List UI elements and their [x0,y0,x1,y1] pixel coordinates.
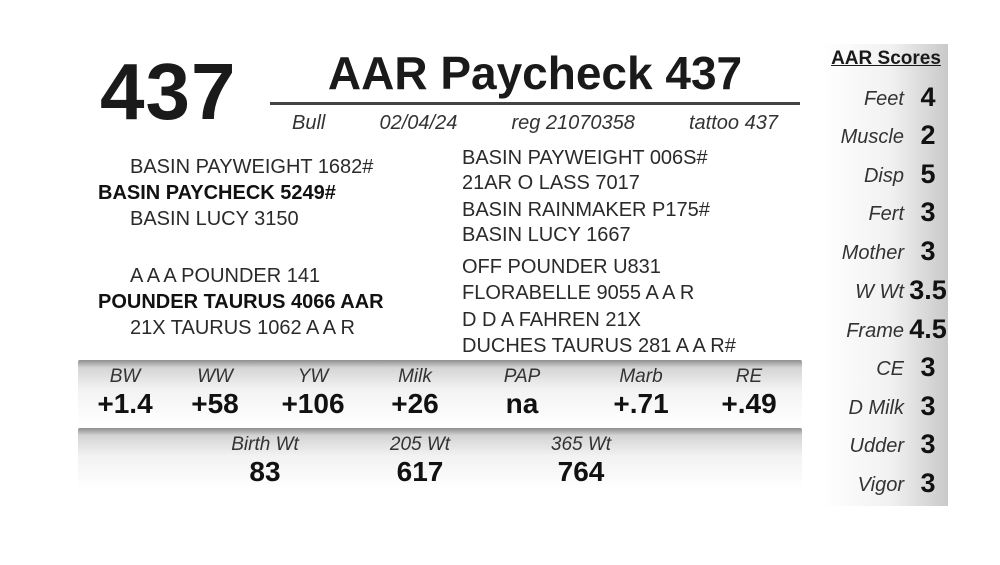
score-value: 3.5 [909,275,947,305]
score-row [822,429,948,465]
sire-sire-sire: BASIN PAYWEIGHT 006S# [462,147,708,169]
epd-label: YW [297,366,329,387]
weight-205 [370,434,470,488]
animal-name: AAR Paycheck 437 [327,47,743,99]
score-value: 3 [920,197,936,227]
score-label: Mother [841,242,904,264]
epd-ww [165,366,265,420]
score-label: W Wt [855,281,904,303]
score-value: 4 [920,82,936,112]
epd-bw [75,366,175,420]
sire: BASIN PAYCHECK 5249# [98,182,336,204]
registration-number: reg 21070358 [511,112,635,134]
weight-365 [531,434,631,488]
tattoo: tattoo 437 [689,112,778,134]
score-value: 2 [920,120,936,150]
dam-sire-dam: FLORABELLE 9055 A A R [462,282,695,304]
score-value: 3 [920,429,936,459]
epd-yw [263,366,363,420]
sire-dam: BASIN LUCY 3150 [130,208,299,230]
epd-value: +106 [281,388,345,419]
score-label: Muscle [840,126,904,148]
epd-pap [472,366,572,420]
epd-value: +.71 [613,388,669,419]
weights-panel [78,428,802,490]
weight-label: 205 Wt [389,434,451,455]
score-value: 3 [920,468,936,498]
sire-sire: BASIN PAYWEIGHT 1682# [130,156,374,178]
weight-value: 764 [557,456,605,487]
epd-label: BW [109,366,141,387]
score-value: 5 [920,159,936,189]
score-row [822,82,948,118]
weight-birth [215,434,315,488]
epd-value: +58 [191,388,239,419]
dam: POUNDER TAURUS 4066 AAR [98,291,384,313]
epd-value: na [505,388,539,419]
score-value: 3 [920,391,936,421]
epd-value: +1.4 [97,388,153,419]
score-label: Fert [868,203,904,225]
score-label: Udder [849,435,904,457]
score-row [822,314,948,350]
score-row [822,352,948,388]
score-row [822,159,948,195]
score-label: Feet [863,88,904,110]
sex: Bull [292,112,326,134]
sire-dam-sire: BASIN RAINMAKER P175# [462,199,710,221]
weight-value: 617 [396,456,444,487]
dam-sire-sire: OFF POUNDER U831 [462,256,661,278]
weight-value: 83 [249,456,281,487]
score-label: Frame [846,320,904,342]
score-row [822,391,948,427]
score-value: 4.5 [909,314,947,344]
dam-dam-dam: DUCHES TAURUS 281 A A R# [462,335,736,357]
dam-dam-sire: D D A FAHREN 21X [462,309,641,331]
score-label: D Milk [848,397,904,419]
dam-sire: A A A POUNDER 141 [130,265,321,287]
score-row [822,236,948,272]
epd-marb [591,366,691,420]
animal-meta [270,112,800,135]
score-row [822,275,948,311]
epd-re [699,366,799,420]
scores-title: AAR Scores [831,48,941,69]
score-row [822,197,948,233]
epd-value: +26 [391,388,439,419]
epd-label: PAP [503,366,541,387]
epd-label: WW [197,366,233,387]
weight-label: Birth Wt [231,434,299,455]
epd-milk [365,366,465,420]
sire-dam-dam: BASIN LUCY 1667 [462,224,631,246]
score-label: Vigor [857,474,904,496]
epd-label: RE [735,366,763,387]
epd-panel [78,360,802,424]
score-row [822,468,948,504]
dam-dam: 21X TAURUS 1062 A A R [130,317,355,339]
birth-date: 02/04/24 [379,112,458,134]
score-value: 3 [920,236,936,266]
score-value: 3 [920,352,936,382]
epd-label: Milk [398,366,432,387]
weight-label: 365 Wt [550,434,612,455]
lot-number: 437 [100,47,237,136]
score-row [822,120,948,156]
score-label: Disp [863,165,904,187]
score-label: CE [876,358,904,380]
sire-sire-dam: 21AR O LASS 7017 [462,172,640,194]
epd-label: Marb [619,366,663,387]
title-divider [270,102,800,105]
epd-value: +.49 [721,388,777,419]
